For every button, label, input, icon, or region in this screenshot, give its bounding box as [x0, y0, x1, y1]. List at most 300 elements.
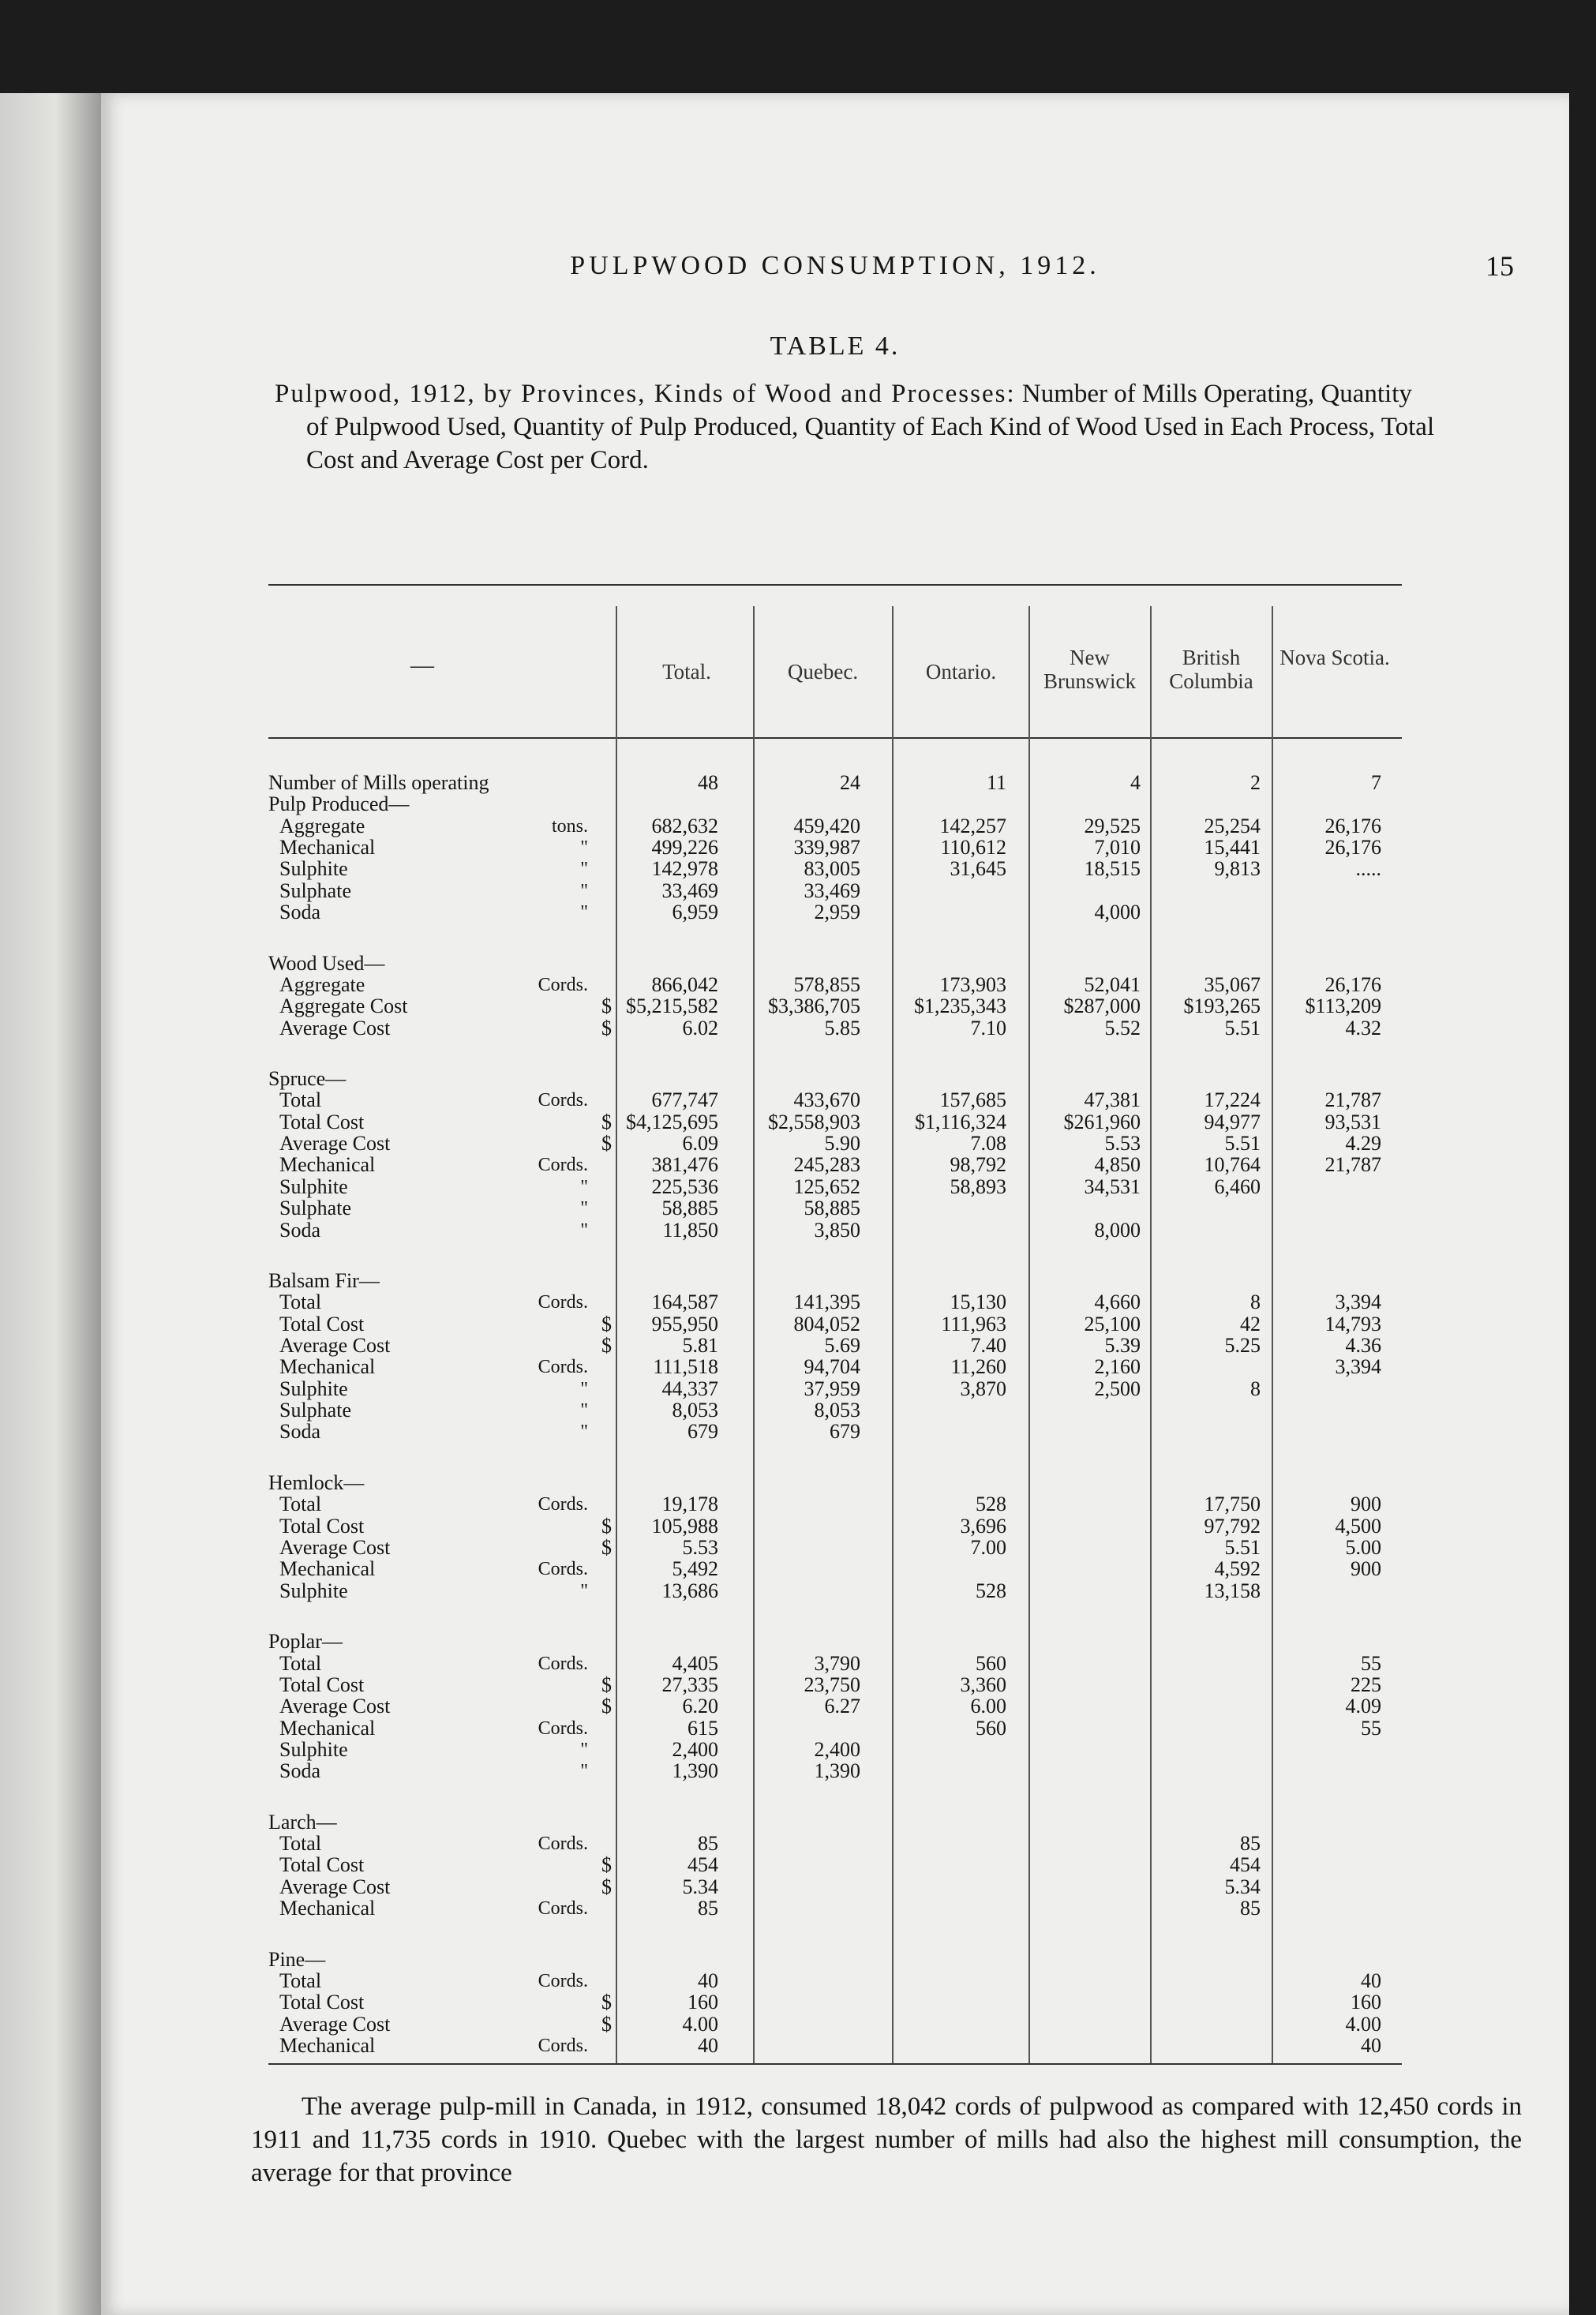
- row-label: Pulp Produced—: [268, 792, 410, 816]
- table-cell: 40: [698, 2034, 718, 2057]
- column-header-nova-scotia: Nova Scotia.: [1279, 646, 1390, 669]
- table-row: [268, 1174, 1402, 1198]
- row-label: Soda: [279, 901, 320, 924]
- table-cell: 47,381: [1084, 1088, 1141, 1112]
- row-unit: ": [580, 902, 588, 923]
- row-label: Mechanical: [279, 1897, 376, 1920]
- table-cell: 5.25: [1224, 1334, 1261, 1358]
- table-cell: 11,260: [950, 1355, 1006, 1379]
- table-cell: 10,764: [1204, 1153, 1261, 1177]
- table-cell: 26,176: [1324, 814, 1381, 837]
- table-cell: 111,963: [941, 1312, 1006, 1335]
- row-label: Mechanical: [279, 1153, 376, 1177]
- row-unit: Cords.: [538, 1898, 588, 1920]
- table-cell: 459,420: [793, 814, 860, 837]
- row-unit: Cords.: [538, 2036, 588, 2056]
- table-row: [268, 1514, 1402, 1538]
- table-title: TABLE 4.: [770, 332, 901, 361]
- table-cell: 4,660: [1094, 1290, 1141, 1314]
- table-row: [268, 1088, 1402, 1112]
- table-cell: 11,850: [662, 1218, 718, 1242]
- table-cell: 2,500: [1094, 1377, 1141, 1400]
- row-unit: ": [580, 837, 588, 859]
- table-cell: 13,686: [661, 1579, 718, 1602]
- table-cell: 85: [698, 1832, 718, 1856]
- table-cell: 58,885: [661, 1197, 718, 1220]
- table-row: [268, 1355, 1402, 1379]
- row-label: Sulphate: [279, 1197, 351, 1220]
- table-cell: 7.40: [970, 1334, 1006, 1358]
- table-row: [268, 771, 1402, 794]
- table-row: [268, 1401, 1402, 1420]
- dollar-sign: $: [601, 1514, 612, 1538]
- table-row: [268, 997, 1402, 1016]
- table-cell: 21,787: [1324, 1153, 1381, 1177]
- table-row: [268, 1853, 1402, 1877]
- row-label: Number of Mills operating: [268, 771, 489, 794]
- table-cell: $2,558,903: [768, 1110, 860, 1133]
- table-cell: 1,390: [672, 1759, 718, 1783]
- row-unit: Cords.: [538, 1653, 588, 1674]
- table-cell: 6,959: [672, 901, 718, 924]
- table-cell: 160: [1351, 1991, 1381, 2014]
- row-label: Spruce—: [268, 1067, 347, 1091]
- dollar-sign: $: [601, 1853, 612, 1877]
- table-cell: 157,685: [939, 1088, 1006, 1112]
- dollar-sign: $: [601, 1673, 612, 1696]
- dollar-sign: $: [601, 1991, 612, 2014]
- row-label: Total Cost: [279, 1991, 365, 2014]
- table-cell: 4: [1130, 771, 1141, 794]
- table-row: [268, 1993, 1402, 2012]
- table-row: [268, 1899, 1402, 1918]
- row-label: Hemlock—: [268, 1470, 365, 1494]
- table-cell: 6.09: [682, 1132, 718, 1156]
- table-cell: 13,158: [1204, 1579, 1261, 1602]
- table-row: [268, 1579, 1402, 1602]
- table-cell: 55: [1361, 1651, 1381, 1675]
- table-cell: 40: [698, 1968, 718, 1992]
- table-cell: 58,885: [804, 1197, 860, 1220]
- body-paragraph: The average pulp-mill in Canada, in 1912, consumed 18,042 cords of pulpwood as compared with 12,450 cords in 1911 and 11,735 cords in 1910. Quebec with the largest number of mills had also the highest mill consumption, the average for that province: [251, 2092, 1522, 2187]
- table-cell: 5.51: [1224, 1535, 1261, 1559]
- table-cell: 615: [687, 1716, 718, 1740]
- table-cell: 454: [1230, 1853, 1261, 1877]
- table-cell: 4,000: [1094, 901, 1141, 924]
- table-row: [268, 1737, 1402, 1761]
- row-label: Total Cost: [279, 1110, 365, 1133]
- table-cell: $3,386,705: [768, 995, 860, 1018]
- table-cell: 8,000: [1094, 1218, 1141, 1242]
- table-cell: 164,587: [651, 1290, 718, 1314]
- row-unit: ": [580, 1422, 588, 1443]
- row-label: Total Cost: [279, 1514, 365, 1538]
- table-row: [268, 1968, 1402, 1992]
- column-header-total: Total.: [662, 660, 711, 684]
- data-table: [268, 559, 1402, 2074]
- table-cell: 3,394: [1335, 1290, 1381, 1314]
- row-unit: ": [580, 1739, 588, 1760]
- table-cell: 866,042: [651, 972, 718, 996]
- row-label: Average Cost: [279, 2012, 391, 2036]
- row-label: Average Cost: [279, 1875, 391, 1898]
- row-label: Average Cost: [279, 1334, 391, 1358]
- row-unit: ": [580, 1198, 588, 1219]
- table-cell: 26,176: [1324, 972, 1381, 996]
- row-label: Poplar—: [268, 1630, 343, 1654]
- row-label: Total Cost: [279, 1853, 365, 1877]
- table-bottom-rule: [268, 2063, 1402, 2065]
- table-cell: 2,400: [814, 1737, 860, 1761]
- row-label: Mechanical: [279, 1557, 376, 1581]
- row-unit: ": [580, 1761, 588, 1782]
- table-cell: 804,052: [793, 1312, 860, 1335]
- table-cell: 34,531: [1084, 1174, 1141, 1198]
- row-unit: Cords.: [538, 1718, 588, 1739]
- table-cell: 454: [687, 1853, 718, 1877]
- table-cell: 5.00: [1345, 1535, 1381, 1559]
- table-cell: 33,469: [661, 878, 718, 902]
- table-row: [268, 878, 1402, 902]
- table-cell: 381,476: [651, 1153, 718, 1177]
- table-cell: 4.36: [1345, 1334, 1381, 1358]
- row-label: Total: [279, 1968, 322, 1992]
- table-cell: 5.53: [1104, 1132, 1141, 1156]
- row-unit: ": [580, 1378, 588, 1399]
- row-unit: ": [580, 1219, 588, 1241]
- table-cell: 85: [1240, 1897, 1261, 1920]
- table-cell: 25,100: [1084, 1312, 1141, 1335]
- table-cell: 94,977: [1204, 1110, 1261, 1133]
- table-cell: 4.32: [1345, 1016, 1381, 1040]
- table-cell: 17,750: [1204, 1493, 1261, 1516]
- table-cell: 42: [1240, 1312, 1261, 1335]
- table-row: [268, 1947, 1402, 1971]
- table-row: [268, 1199, 1402, 1218]
- table-row: [268, 1312, 1402, 1335]
- table-cell: 31,645: [950, 857, 1006, 881]
- table-cell: 85: [698, 1897, 718, 1920]
- table-cell: 1,390: [814, 1759, 860, 1783]
- table-row: [268, 1110, 1402, 1133]
- table-row: [268, 2012, 1402, 2036]
- table-cell: 27,335: [661, 1673, 718, 1696]
- table-cell: $287,000: [1063, 995, 1141, 1018]
- column-header-quebec: Quebec.: [787, 660, 859, 684]
- table-cell: 528: [976, 1579, 1006, 1602]
- table-cell: 25,254: [1204, 814, 1261, 837]
- table-row: [268, 1290, 1402, 1314]
- row-label: Soda: [279, 1420, 320, 1444]
- table-cell: 14,793: [1324, 1312, 1381, 1335]
- row-label: Total: [279, 1290, 322, 1314]
- table-row: [268, 1067, 1402, 1091]
- row-unit: ": [580, 1176, 588, 1197]
- table-row: [268, 2036, 1402, 2055]
- table-cell: 900: [1351, 1557, 1381, 1581]
- table-row: [268, 1535, 1402, 1559]
- table-cell: 6.00: [970, 1695, 1006, 1718]
- row-label: Sulphite: [279, 857, 348, 881]
- table-cell: 17,224: [1204, 1088, 1261, 1112]
- table-cell: 5.90: [824, 1132, 860, 1156]
- row-unit: ": [580, 859, 588, 880]
- table-cell: 33,469: [804, 878, 860, 902]
- row-label: Average Cost: [279, 1016, 391, 1040]
- table-row: [268, 1832, 1402, 1856]
- running-title: PULPWOOD CONSUMPTION, 1912.: [570, 251, 1100, 280]
- table-cell: 528: [976, 1493, 1006, 1516]
- row-unit: tons.: [551, 815, 588, 837]
- table-cell: 15,441: [1204, 836, 1261, 860]
- table-row: [268, 1377, 1402, 1400]
- column-header-british-columbia: British Columbia: [1169, 646, 1253, 693]
- table-cell: 5.51: [1224, 1132, 1261, 1156]
- table-cell: 245,283: [793, 1153, 860, 1177]
- table-cell: 8,053: [672, 1399, 718, 1422]
- row-unit: Cords.: [538, 1155, 588, 1176]
- table-cell: 94,704: [804, 1355, 860, 1379]
- table-cell: 7,010: [1094, 836, 1141, 860]
- row-label: Total: [279, 1088, 322, 1112]
- header-rule: [268, 737, 1402, 739]
- table-cell: 93,531: [1324, 1110, 1381, 1133]
- row-unit: Cords.: [538, 1090, 588, 1111]
- table-cell: 40: [1361, 1968, 1381, 1992]
- table-cell: 682,632: [651, 814, 718, 837]
- dollar-sign: $: [601, 2012, 612, 2036]
- row-label: Soda: [279, 1218, 320, 1242]
- table-cell: 3,394: [1335, 1355, 1381, 1379]
- table-cell: 6.20: [682, 1695, 718, 1718]
- table-row: [268, 1132, 1402, 1156]
- table-row: [268, 1759, 1402, 1783]
- table-cell: 44,337: [661, 1377, 718, 1400]
- table-cell: 8,053: [814, 1399, 860, 1422]
- dollar-sign: $: [601, 1875, 612, 1898]
- table-cell: $261,960: [1063, 1110, 1141, 1133]
- facing-page-edge: [0, 93, 101, 2315]
- table-cell: 19,178: [661, 1493, 718, 1516]
- table-cell: 5.53: [682, 1535, 718, 1559]
- row-label: Balsam Fir—: [268, 1269, 380, 1293]
- table-cell: 8: [1250, 1290, 1261, 1314]
- stub-header: —: [410, 652, 434, 678]
- table-cell: 4,592: [1214, 1557, 1261, 1581]
- table-row: [268, 1810, 1402, 1834]
- table-cell: 15,130: [950, 1290, 1006, 1314]
- table-cell: 35,067: [1204, 972, 1261, 996]
- page-number: 15: [1485, 250, 1514, 282]
- row-label: Total: [279, 1651, 322, 1675]
- table-top-rule: [268, 584, 1402, 586]
- table-cell: $193,265: [1183, 995, 1261, 1018]
- table-cell: 26,176: [1324, 836, 1381, 860]
- table-cell: 37,959: [804, 1377, 860, 1400]
- table-cell: 4.09: [1345, 1695, 1381, 1718]
- table-row: [268, 1630, 1402, 1654]
- table-cell: 110,612: [940, 836, 1006, 860]
- table-cell: 97,792: [1204, 1514, 1261, 1538]
- row-label: Aggregate: [279, 972, 365, 996]
- table-cell: 499,226: [651, 836, 718, 860]
- table-cell: 7: [1371, 771, 1381, 794]
- table-row: [268, 857, 1402, 881]
- table-cell: 52,041: [1084, 972, 1141, 996]
- table-cell: 125,652: [793, 1174, 860, 1198]
- dollar-sign: $: [601, 995, 612, 1018]
- table-cell: 9,813: [1214, 857, 1261, 881]
- table-cell: 48: [698, 771, 718, 794]
- table-cell: 58,893: [950, 1174, 1006, 1198]
- row-label: Mechanical: [279, 836, 376, 860]
- table-row: [268, 1153, 1402, 1177]
- table-cell: 142,257: [939, 814, 1006, 837]
- row-label: Pine—: [268, 1947, 326, 1971]
- table-cell: 141,395: [793, 1290, 860, 1314]
- row-label: Total: [279, 1832, 322, 1856]
- table-row: [268, 792, 1402, 816]
- row-unit: Cords.: [538, 1494, 588, 1515]
- row-label: Sulphite: [279, 1174, 348, 1198]
- document-page: [101, 93, 1569, 2315]
- table-cell: 85: [1240, 1832, 1261, 1856]
- row-label: Sulphite: [279, 1579, 348, 1602]
- table-cell: 18,515: [1084, 857, 1141, 881]
- table-cell: 40: [1361, 2034, 1381, 2057]
- row-label: Average Cost: [279, 1535, 391, 1559]
- dollar-sign: $: [601, 1016, 612, 1040]
- table-cell: 7.10: [970, 1016, 1006, 1040]
- table-cell: 2: [1250, 771, 1261, 794]
- row-label: Larch—: [268, 1810, 337, 1834]
- table-row: [268, 1016, 1402, 1040]
- table-row: [268, 1557, 1402, 1581]
- table-cell: 4.00: [1345, 2012, 1381, 2036]
- row-label: Wood Used—: [268, 951, 385, 975]
- table-cell: 955,950: [651, 1312, 718, 1335]
- table-cell: 560: [976, 1651, 1006, 1675]
- row-label: Sulphate: [279, 878, 351, 902]
- table-cell: 433,670: [793, 1088, 860, 1112]
- table-cell: 3,360: [960, 1673, 1006, 1696]
- table-cell: 2,400: [672, 1737, 718, 1761]
- table-cell: 3,790: [814, 1651, 860, 1675]
- row-label: Average Cost: [279, 1132, 391, 1156]
- table-row: [268, 903, 1402, 922]
- dollar-sign: $: [601, 1535, 612, 1559]
- row-label: Mechanical: [279, 1716, 376, 1740]
- table-row: [268, 1697, 1402, 1716]
- table-row: [268, 1470, 1402, 1494]
- row-label: Sulphite: [279, 1377, 348, 1400]
- row-label: Average Cost: [279, 1695, 391, 1718]
- table-cell: 4.00: [682, 2012, 718, 2036]
- row-unit: ": [580, 1400, 588, 1422]
- table-row: [268, 1218, 1402, 1242]
- row-label: Total: [279, 1493, 322, 1516]
- row-unit: ": [580, 880, 588, 901]
- row-label: Total Cost: [279, 1312, 365, 1335]
- row-label: Sulphate: [279, 1399, 351, 1422]
- table-row: [268, 836, 1402, 860]
- table-cell: 21,787: [1324, 1088, 1381, 1112]
- table-cell: 225,536: [651, 1174, 718, 1198]
- row-unit: Cords.: [538, 1834, 588, 1855]
- table-cell: 4,405: [672, 1651, 718, 1675]
- table-row: [268, 951, 1402, 975]
- table-cell: 55: [1361, 1716, 1381, 1740]
- table-cell: 4,500: [1335, 1514, 1381, 1538]
- row-label: Mechanical: [279, 1355, 376, 1379]
- table-cell: 4.29: [1345, 1132, 1381, 1156]
- table-cell: 7.08: [970, 1132, 1006, 1156]
- table-row: [268, 1269, 1402, 1293]
- table-cell: 6.27: [824, 1695, 860, 1718]
- table-cell: 4,850: [1094, 1153, 1141, 1177]
- table-cell: 5.81: [682, 1334, 718, 1358]
- dollar-sign: $: [601, 1132, 612, 1156]
- table-cell: 3,850: [814, 1218, 860, 1242]
- column-header-new-brunswick: New Brunswick: [1043, 646, 1136, 693]
- row-unit: Cords.: [538, 1292, 588, 1313]
- table-cell: 677,747: [651, 1088, 718, 1112]
- row-unit: ": [580, 1580, 588, 1601]
- row-label: Aggregate: [279, 814, 365, 837]
- row-label: Total Cost: [279, 1673, 365, 1696]
- table-cell: 578,855: [793, 972, 860, 996]
- table-row: [268, 1875, 1402, 1898]
- table-row: [268, 1716, 1402, 1740]
- table-cell: 8: [1250, 1377, 1261, 1400]
- table-row: [268, 814, 1402, 837]
- table-cell: $113,209: [1305, 995, 1381, 1018]
- row-unit: Cords.: [538, 1970, 588, 1991]
- table-cell: 5.51: [1224, 1016, 1261, 1040]
- table-cell: 111,518: [653, 1355, 718, 1379]
- table-cell: 142,978: [651, 857, 718, 881]
- table-cell: 2,959: [814, 901, 860, 924]
- row-unit: Cords.: [538, 1559, 588, 1580]
- table-cell: 5.85: [824, 1016, 860, 1040]
- table-cell: 98,792: [950, 1153, 1006, 1177]
- table-cell: 6,460: [1214, 1174, 1261, 1198]
- table-cell: .....: [1355, 857, 1381, 881]
- table-cell: $4,125,695: [626, 1110, 718, 1133]
- column-header-ontario: Ontario.: [925, 660, 997, 684]
- table-cell: $1,116,324: [914, 1110, 1006, 1133]
- table-cell: 5.34: [682, 1875, 718, 1898]
- dollar-sign: $: [601, 1334, 612, 1358]
- table-cell: 679: [830, 1420, 860, 1444]
- table-row: [268, 1673, 1402, 1696]
- table-row: [268, 1334, 1402, 1358]
- table-cell: 339,987: [793, 836, 860, 860]
- table-cell: $5,215,582: [626, 995, 718, 1018]
- table-cell: 23,750: [804, 1673, 860, 1696]
- table-cell: 3,696: [960, 1514, 1006, 1538]
- row-label: Mechanical: [279, 2034, 376, 2057]
- table-cell: 2,160: [1094, 1355, 1141, 1379]
- row-unit: Cords.: [538, 1357, 588, 1378]
- table-caption: [275, 377, 1435, 477]
- table-cell: 5,492: [672, 1557, 718, 1581]
- table-cell: 6.02: [682, 1016, 718, 1040]
- table-cell: 225: [1351, 1673, 1381, 1696]
- table-cell: 900: [1351, 1493, 1381, 1516]
- table-row: [268, 972, 1402, 996]
- table-cell: 11: [986, 771, 1006, 794]
